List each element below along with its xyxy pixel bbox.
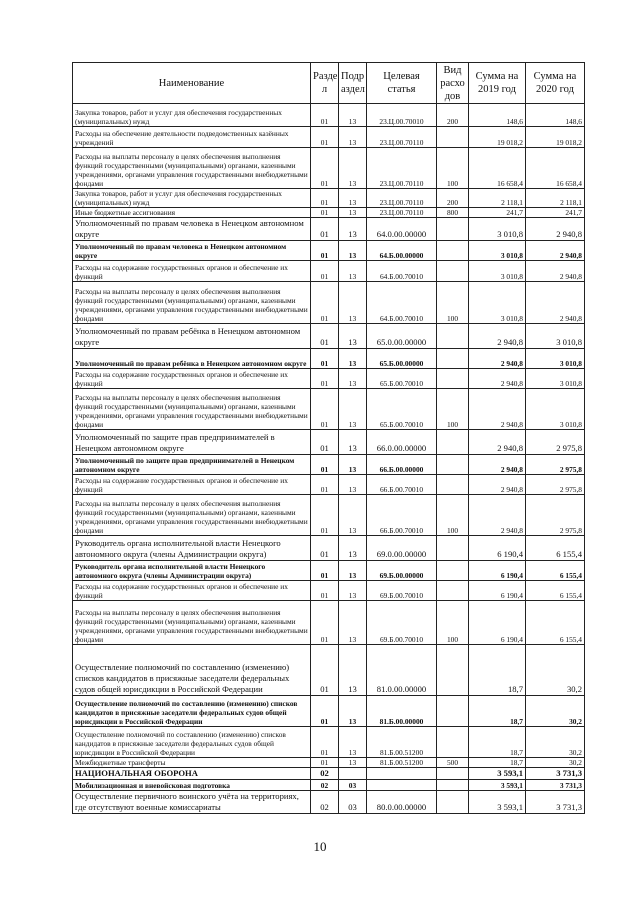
table-row [73,455,585,475]
cell-target: 80.0.00.00000 [367,791,437,814]
cell-podrazdel: 13 [339,349,367,369]
cell-sum-2020: 2 940,8 [526,261,585,282]
cell-target: 23.Ц.00.70110 [367,148,437,189]
cell-sum-2020: 2 940,8 [526,241,585,261]
cell-razdel: 01 [311,645,339,696]
cell-vid [437,561,469,581]
cell-vid [437,727,469,758]
cell-sum-2019: 18,7 [469,645,526,696]
cell-name: НАЦИОНАЛЬНАЯ ОБОРОНА [73,768,311,780]
cell-sum-2019: 2 118,1 [469,189,526,208]
cell-vid [437,455,469,475]
header-sum-2019: Сумма на 2019 год [469,63,526,104]
cell-name: Уполномоченный по правам человека в Ненецком автономном округе [73,218,311,241]
cell-target: 81.Б.00.51200 [367,758,437,768]
cell-name: Расходы на содержание государственных органов и обеспечение их функций [73,581,311,601]
cell-name: Уполномоченный по защите прав предпринимателей в Ненецком автономном округе [73,430,311,455]
cell-razdel: 02 [311,768,339,780]
table-row [73,536,585,561]
cell-name: Осуществление полномочий по составлению (изменению) списков кандидатов в присяжные заседатели федеральных судов общей юрисдикции в Российской Федерации [73,696,311,727]
cell-vid [437,127,469,148]
cell-sum-2020: 6 155,4 [526,561,585,581]
cell-name: Расходы на содержание государственных органов и обеспечение их функций [73,369,311,389]
cell-sum-2020: 2 975,8 [526,455,585,475]
cell-target: 81.Б.00.00000 [367,696,437,727]
cell-sum-2020: 2 975,8 [526,495,585,536]
cell-razdel: 01 [311,104,339,127]
table-body [73,104,585,814]
cell-razdel: 01 [311,536,339,561]
cell-sum-2020: 3 731,3 [526,780,585,791]
table-row [73,561,585,581]
table-row [73,189,585,208]
cell-vid: 200 [437,189,469,208]
cell-sum-2020: 3 010,8 [526,389,585,430]
cell-sum-2019: 3 010,8 [469,218,526,241]
cell-sum-2020: 3 010,8 [526,324,585,349]
table-row [73,645,585,696]
cell-target: 64.0.00.00000 [367,218,437,241]
cell-razdel: 01 [311,369,339,389]
cell-razdel: 01 [311,696,339,727]
cell-razdel: 01 [311,148,339,189]
cell-sum-2019: 3 010,8 [469,241,526,261]
cell-target: 69.Б.00.70010 [367,601,437,645]
cell-vid: 100 [437,148,469,189]
cell-vid: 200 [437,104,469,127]
cell-razdel: 01 [311,430,339,455]
cell-razdel: 01 [311,601,339,645]
cell-sum-2019: 2 940,8 [469,369,526,389]
cell-target: 69.Б.00.00000 [367,561,437,581]
header-vid: Вид расхо дов [437,63,469,104]
cell-vid [437,218,469,241]
header-name: Наименование [73,63,311,104]
cell-vid [437,780,469,791]
table-row [73,768,585,780]
cell-podrazdel: 03 [339,780,367,791]
cell-sum-2020: 30,2 [526,696,585,727]
cell-sum-2020: 2 940,8 [526,218,585,241]
cell-vid [437,430,469,455]
cell-podrazdel: 13 [339,475,367,495]
table-row [73,475,585,495]
cell-sum-2019: 16 658,4 [469,148,526,189]
cell-vid [437,536,469,561]
cell-target: 69.Б.00.70010 [367,581,437,601]
cell-razdel: 01 [311,208,339,218]
cell-target: 23.Ц.00.70110 [367,127,437,148]
cell-name: Руководитель органа исполнительной власти Ненецкого автономного округа (члены Администрации округа) [73,561,311,581]
cell-podrazdel: 13 [339,581,367,601]
cell-podrazdel: 03 [339,791,367,814]
cell-name: Осуществление полномочий по составлению (изменению) списков кандидатов в присяжные заседатели федеральных судов общей юрисдикции в Российской Федерации [73,645,311,696]
table-row [73,758,585,768]
cell-sum-2020: 6 155,4 [526,581,585,601]
cell-target: 23.Ц.00.70010 [367,104,437,127]
table-row [73,241,585,261]
cell-sum-2019: 2 940,8 [469,430,526,455]
table-header-row [73,63,585,104]
cell-sum-2020: 3 731,3 [526,791,585,814]
cell-razdel: 01 [311,349,339,369]
cell-razdel: 01 [311,758,339,768]
cell-target: 81.0.00.00000 [367,645,437,696]
cell-vid: 500 [437,758,469,768]
cell-podrazdel: 13 [339,104,367,127]
cell-sum-2019: 3 010,8 [469,282,526,324]
cell-name: Иные бюджетные ассигнования [73,208,311,218]
cell-target: 65.Б.00.70010 [367,389,437,430]
cell-name: Руководитель органа исполнительной власти Ненецкого автономного округа (члены Администрации округа) [73,536,311,561]
cell-podrazdel: 13 [339,495,367,536]
cell-razdel: 01 [311,127,339,148]
cell-podrazdel: 13 [339,369,367,389]
cell-razdel: 01 [311,241,339,261]
cell-sum-2020: 6 155,4 [526,536,585,561]
cell-podrazdel: 13 [339,324,367,349]
cell-sum-2019: 2 940,8 [469,495,526,536]
cell-sum-2019: 6 190,4 [469,581,526,601]
cell-razdel: 01 [311,282,339,324]
cell-vid [437,475,469,495]
cell-razdel: 01 [311,218,339,241]
cell-sum-2020: 2 118,1 [526,189,585,208]
cell-podrazdel: 13 [339,455,367,475]
table-row [73,780,585,791]
header-sum-2020: Сумма на 2020 год [526,63,585,104]
cell-sum-2019: 18,7 [469,758,526,768]
header-target: Целевая статья [367,63,437,104]
header-podrazdel: Подр аздел [339,63,367,104]
cell-podrazdel: 13 [339,189,367,208]
cell-podrazdel: 13 [339,208,367,218]
budget-table [72,62,585,814]
cell-sum-2019: 6 190,4 [469,536,526,561]
cell-razdel: 01 [311,324,339,349]
cell-vid: 100 [437,601,469,645]
cell-name: Закупка товаров, работ и услуг для обеспечения государственных (муниципальных) нужд [73,189,311,208]
table-row [73,324,585,349]
cell-name: Расходы на содержание государственных органов и обеспечение их функций [73,475,311,495]
cell-sum-2020: 30,2 [526,645,585,696]
cell-vid [437,581,469,601]
cell-target: 64.Б.00.00000 [367,241,437,261]
cell-sum-2019: 3 593,1 [469,780,526,791]
table-row [73,727,585,758]
table-row [73,369,585,389]
cell-podrazdel: 13 [339,727,367,758]
cell-sum-2019: 3 593,1 [469,791,526,814]
cell-target: 81.Б.00.51200 [367,727,437,758]
cell-name: Расходы на выплаты персоналу в целях обеспечения выполнения функций государственными (муниципальными) органами, казенными учреждениями, органами управления государственными внебюджетными фондами [73,601,311,645]
cell-sum-2020: 6 155,4 [526,601,585,645]
cell-sum-2019: 2 940,8 [469,389,526,430]
cell-vid [437,261,469,282]
cell-name: Уполномоченный по правам ребёнка в Ненецком автономном округе [73,349,311,369]
cell-name: Уполномоченный по правам ребёнка в Ненецком автономном округе [73,324,311,349]
cell-podrazdel: 13 [339,536,367,561]
cell-podrazdel: 13 [339,561,367,581]
cell-podrazdel: 13 [339,696,367,727]
cell-sum-2019: 2 940,8 [469,324,526,349]
cell-target: 23.Ц.00.70110 [367,208,437,218]
cell-podrazdel: 13 [339,148,367,189]
cell-sum-2019: 241,7 [469,208,526,218]
cell-name: Расходы на выплаты персоналу в целях обеспечения выполнения функций государственными (муниципальными) органами, казенными учреждениями, органами управления государственными внебюджетными фондами [73,389,311,430]
cell-name: Мобилизационная и вневойсковая подготовка [73,780,311,791]
cell-sum-2019: 3 010,8 [469,261,526,282]
table-row [73,349,585,369]
table-row [73,581,585,601]
cell-razdel: 01 [311,727,339,758]
cell-vid: 100 [437,389,469,430]
cell-razdel: 01 [311,261,339,282]
cell-vid [437,791,469,814]
page-number: 10 [313,839,327,854]
cell-razdel: 01 [311,189,339,208]
table-row [73,127,585,148]
cell-podrazdel: 13 [339,430,367,455]
cell-sum-2020: 2 940,8 [526,282,585,324]
cell-razdel: 02 [311,780,339,791]
table-row [73,430,585,455]
cell-sum-2020: 3 731,3 [526,768,585,780]
cell-name: Закупка товаров, работ и услуг для обеспечения государственных (муниципальных) нужд [73,104,311,127]
cell-razdel: 01 [311,581,339,601]
cell-name: Расходы на обеспечение деятельности подведомственных казённых учреждений [73,127,311,148]
table-row [73,696,585,727]
cell-podrazdel: 13 [339,282,367,324]
cell-razdel: 01 [311,475,339,495]
table-row [73,282,585,324]
cell-sum-2019: 3 593,1 [469,768,526,780]
cell-target: 66.Б.00.70010 [367,495,437,536]
cell-target: 23.Ц.00.70110 [367,189,437,208]
cell-sum-2019: 2 940,8 [469,349,526,369]
cell-target: 66.Б.00.70010 [367,475,437,495]
cell-podrazdel: 13 [339,218,367,241]
cell-name: Межбюджетные трансферты [73,758,311,768]
cell-sum-2020: 19 018,2 [526,127,585,148]
cell-vid [437,696,469,727]
cell-sum-2020: 16 658,4 [526,148,585,189]
cell-vid [437,241,469,261]
cell-vid: 800 [437,208,469,218]
cell-name: Расходы на выплаты персоналу в целях обеспечения выполнения функций государственными (муниципальными) органами, казенными учреждениями, органами управления государственными внебюджетными фондами [73,148,311,189]
cell-sum-2019: 6 190,4 [469,601,526,645]
cell-vid [437,645,469,696]
cell-sum-2020: 2 975,8 [526,430,585,455]
table-row [73,148,585,189]
cell-vid [437,349,469,369]
table-row [73,208,585,218]
cell-target: 64.Б.00.70010 [367,261,437,282]
cell-razdel: 01 [311,455,339,475]
cell-target: 66.0.00.00000 [367,430,437,455]
cell-razdel: 01 [311,561,339,581]
table-row [73,495,585,536]
cell-sum-2020: 3 010,8 [526,369,585,389]
cell-name: Уполномоченный по защите прав предпринимателей в Ненецком автономном округе [73,455,311,475]
table-row [73,791,585,814]
cell-sum-2019: 6 190,4 [469,561,526,581]
cell-target: 65.Б.00.00000 [367,349,437,369]
cell-name: Осуществление первичного воинского учёта на территориях, где отсутствуют военные комиссариаты [73,791,311,814]
cell-name: Уполномоченный по правам человека в Ненецком автономном округе [73,241,311,261]
cell-target: 66.Б.00.00000 [367,455,437,475]
cell-name: Осуществление полномочий по составлению (изменению) списков кандидатов в присяжные заседатели федеральных судов общей юрисдикции в Российской Федерации [73,727,311,758]
cell-podrazdel: 13 [339,389,367,430]
cell-target: 64.Б.00.70010 [367,282,437,324]
cell-target: 65.0.00.00000 [367,324,437,349]
cell-podrazdel: 13 [339,241,367,261]
table-row [73,218,585,241]
header-razdel: Разде л [311,63,339,104]
cell-target: 65.Б.00.70010 [367,369,437,389]
cell-razdel: 01 [311,389,339,430]
cell-sum-2020: 2 975,8 [526,475,585,495]
cell-vid [437,369,469,389]
cell-sum-2020: 241,7 [526,208,585,218]
cell-sum-2019: 18,7 [469,727,526,758]
cell-target [367,780,437,791]
cell-vid: 100 [437,282,469,324]
table-row [73,389,585,430]
table-row [73,104,585,127]
cell-sum-2020: 30,2 [526,758,585,768]
cell-podrazdel: 13 [339,261,367,282]
table-row [73,601,585,645]
cell-podrazdel [339,768,367,780]
cell-name: Расходы на выплаты персоналу в целях обеспечения выполнения функций государственными (муниципальными) органами, казенными учреждениями, органами управления государственными внебюджетными фондами [73,495,311,536]
cell-razdel: 02 [311,791,339,814]
cell-target: 69.0.00.00000 [367,536,437,561]
cell-sum-2019: 19 018,2 [469,127,526,148]
cell-razdel: 01 [311,495,339,536]
cell-podrazdel: 13 [339,758,367,768]
cell-target [367,768,437,780]
table-row [73,261,585,282]
cell-podrazdel: 13 [339,601,367,645]
cell-podrazdel: 13 [339,645,367,696]
cell-vid: 100 [437,495,469,536]
cell-sum-2020: 148,6 [526,104,585,127]
cell-sum-2020: 30,2 [526,727,585,758]
cell-vid [437,768,469,780]
cell-sum-2019: 18,7 [469,696,526,727]
cell-sum-2020: 3 010,8 [526,349,585,369]
cell-sum-2019: 2 940,8 [469,475,526,495]
cell-podrazdel: 13 [339,127,367,148]
cell-sum-2019: 148,6 [469,104,526,127]
cell-name: Расходы на выплаты персоналу в целях обеспечения выполнения функций государственными (муниципальными) органами, казенными учреждениями, органами управления государственными внебюджетными фондами [73,282,311,324]
cell-vid [437,324,469,349]
cell-name: Расходы на содержание государственных органов и обеспечение их функций [73,261,311,282]
cell-sum-2019: 2 940,8 [469,455,526,475]
